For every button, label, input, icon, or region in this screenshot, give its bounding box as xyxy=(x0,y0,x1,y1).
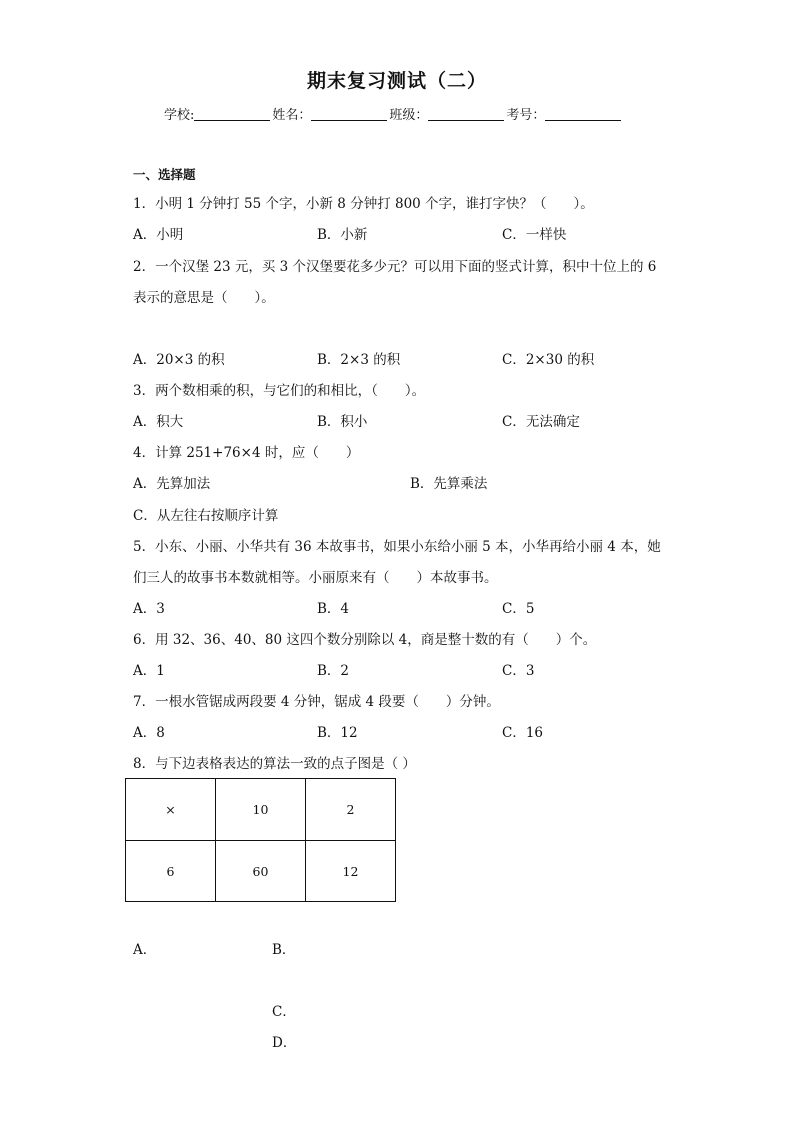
exam-number-label: 考号： xyxy=(506,108,546,123)
q8-option-d[interactable]: D． xyxy=(272,1035,297,1051)
multiplication-table xyxy=(125,778,396,902)
question-2-text-line1: 2．一个汉堡 23 元，买 3 个汉堡要花多少元？可以用下面的竖式计算，积中十位上的 6 xyxy=(133,259,657,275)
page-title: 期末复习测试（二） xyxy=(306,70,487,92)
table-row xyxy=(126,779,396,841)
question-3-text: 3．两个数相乘的积，与它们的和相比，（ ）。 xyxy=(133,383,426,399)
q8-option-c[interactable]: C． xyxy=(272,1004,296,1020)
table-cell: 12 xyxy=(306,841,396,902)
student-info-row xyxy=(164,104,623,123)
class-blank[interactable] xyxy=(428,108,504,121)
q8-option-b[interactable]: B． xyxy=(272,942,296,958)
question-8-text: 8．与下边表格表达的算法一致的点子图是（ ） xyxy=(133,756,416,772)
school-blank[interactable] xyxy=(194,108,270,121)
q1-option-c[interactable]: C．一样快 xyxy=(502,227,567,243)
question-2-text-line2: 表示的意思是（ ）。 xyxy=(133,290,275,306)
table-cell: × xyxy=(126,779,216,841)
q4-option-a[interactable]: A．先算加法 xyxy=(133,476,211,492)
table-cell: 10 xyxy=(216,779,306,841)
table-cell: 60 xyxy=(216,841,306,902)
q1-option-b[interactable]: B．小新 xyxy=(317,227,368,243)
question-4-text: 4．计算 251+76×4 时，应（ ） xyxy=(133,445,360,461)
q3-option-a[interactable]: A．积大 xyxy=(133,414,184,430)
exam-number-blank[interactable] xyxy=(545,108,621,121)
table-cell: 6 xyxy=(126,841,216,902)
q3-option-b[interactable]: B．积小 xyxy=(317,414,368,430)
q6-option-c[interactable]: C．3 xyxy=(502,663,535,679)
question-1-text: 1．小明 1 分钟打 55 个字，小新 8 分钟打 800 个字，谁打字快？（ ）。 xyxy=(133,196,594,212)
name-label: 姓名： xyxy=(272,108,312,123)
table-row xyxy=(126,841,396,902)
q2-option-b[interactable]: B．2×3 的积 xyxy=(317,352,401,368)
q5-option-a[interactable]: A．3 xyxy=(133,601,165,617)
question-7-text: 7．一根水管锯成两段要 4 分钟，锯成 4 段要（ ）分钟。 xyxy=(133,694,500,710)
q7-option-c[interactable]: C．16 xyxy=(502,725,544,741)
q4-option-b[interactable]: B．先算乘法 xyxy=(410,476,488,492)
q7-option-a[interactable]: A．8 xyxy=(133,725,165,741)
school-label: 学校: xyxy=(164,108,195,123)
q2-option-c[interactable]: C．2×30 的积 xyxy=(502,352,595,368)
q1-option-a[interactable]: A．小明 xyxy=(133,227,184,243)
q6-option-a[interactable]: A．1 xyxy=(133,663,165,679)
q5-option-c[interactable]: C．5 xyxy=(502,601,535,617)
question-5-text-line2: 们三人的故事书本数就相等。小丽原来有（ ）本故事书。 xyxy=(133,570,498,586)
section-heading: 一、选择题 xyxy=(133,167,196,182)
q5-option-b[interactable]: B．4 xyxy=(317,601,350,617)
q3-option-c[interactable]: C．无法确定 xyxy=(502,414,580,430)
table-cell: 2 xyxy=(306,779,396,841)
q6-option-b[interactable]: B．2 xyxy=(317,663,350,679)
q4-option-c[interactable]: C．从左往右按顺序计算 xyxy=(133,508,279,524)
q8-option-a[interactable]: A． xyxy=(133,942,157,958)
question-6-text: 6．用 32、36、40、80 这四个数分别除以 4，商是整十数的有（ ）个。 xyxy=(133,632,597,648)
class-label: 班级： xyxy=(389,108,429,123)
name-blank[interactable] xyxy=(311,108,387,121)
q2-option-a[interactable]: A．20×3 的积 xyxy=(133,352,225,368)
question-5-text-line1: 5．小东、小丽、小华共有 36 本故事书，如果小东给小丽 5 本，小华再给小丽 4 本，她 xyxy=(133,539,661,555)
q7-option-b[interactable]: B．12 xyxy=(317,725,358,741)
